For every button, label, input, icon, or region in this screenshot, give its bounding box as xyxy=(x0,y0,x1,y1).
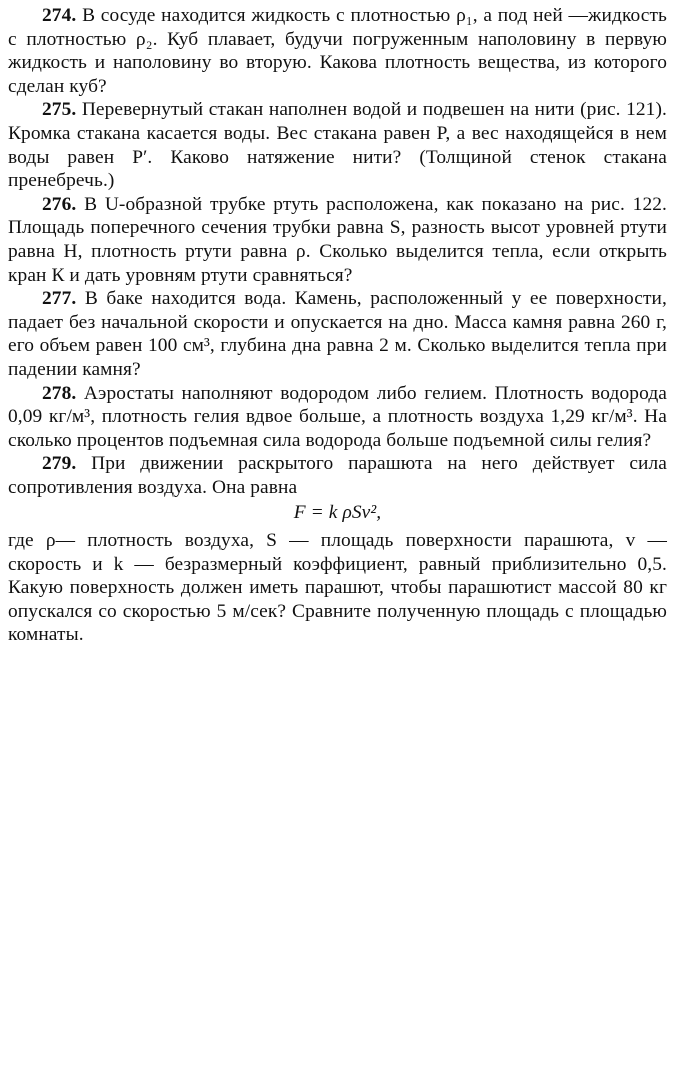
problem-text: В баке находится вода. Камень, расположенный у ее поверхности, падает без начальной скорости и опускается на дно. Масса камня равна 260 г, его объем равен 100 см³, глубина дна равна 2 м. Сколько выделится тепла при падении камня? xyxy=(8,288,667,380)
problem-number: 279. xyxy=(42,453,77,475)
textbook-page xyxy=(8,4,667,647)
problem-text: Перевернутый стакан наполнен водой и подвешен на нити (рис. 121). Кромка стакана касается воды. Вес стакана равен P, а вес находящейся в нем воды равен P′. Каково натяжение нити? (Толщиной стенок стакана пренебречь.) xyxy=(8,99,667,192)
problem-276 xyxy=(8,193,667,287)
problem-text: При движении раскрытого парашюта на него действует сила сопротивления воздуха. Она равна xyxy=(8,453,668,498)
problem-text: В сосуде находится жидкость с плотностью ρ₁, а под ней —жидкость с плотностью ρ₂. Куб плавает, будучи погруженным наполовину в первую жидкость и наполовину во вторую. Какова плотность вещества, из которого сделан куб? xyxy=(8,5,667,97)
drag-force-formula: F = k ρSv², xyxy=(293,502,382,524)
problem-text: В U-образной трубке ртуть расположена, как показано на рис. 122. Площадь поперечного сечения трубки равна S, разность высот уровней ртути равна H, плотность ртути равна ρ. Сколько выделится тепла, если открыть кран К и дать уровням ртути сравняться? xyxy=(8,193,667,286)
problem-275 xyxy=(8,98,667,192)
problem-274 xyxy=(8,4,667,98)
problem-278 xyxy=(8,382,667,453)
problem-number: 275. xyxy=(42,99,77,121)
problem-text: Аэростаты наполняют водородом либо гелием. Плотность водорода 0,09 кг/м³, плотность гелия вдвое больше, а плотность воздуха 1,29 кг/м³. На сколько процентов подъемная сила водорода больше подъемной силы гелия? xyxy=(8,382,667,451)
problem-279 xyxy=(8,452,667,499)
problem-277 xyxy=(8,287,667,381)
problem-number: 276. xyxy=(42,193,77,215)
problem-number: 274. xyxy=(42,5,77,26)
problem-number: 277. xyxy=(42,288,77,310)
problem-279-continuation: где ρ— плотность воздуха, S — площадь поверхности парашюта, v — скорость и k — безразмерный коэффициент, равный приблизительно 0,5. Какую поверхность должен иметь парашют, чтобы парашютист массой 80 кг опускался со скоростью 5 м/сек? Сравните полученную площадь с площадью комнаты. xyxy=(8,530,667,646)
problem-number: 278. xyxy=(42,382,77,404)
